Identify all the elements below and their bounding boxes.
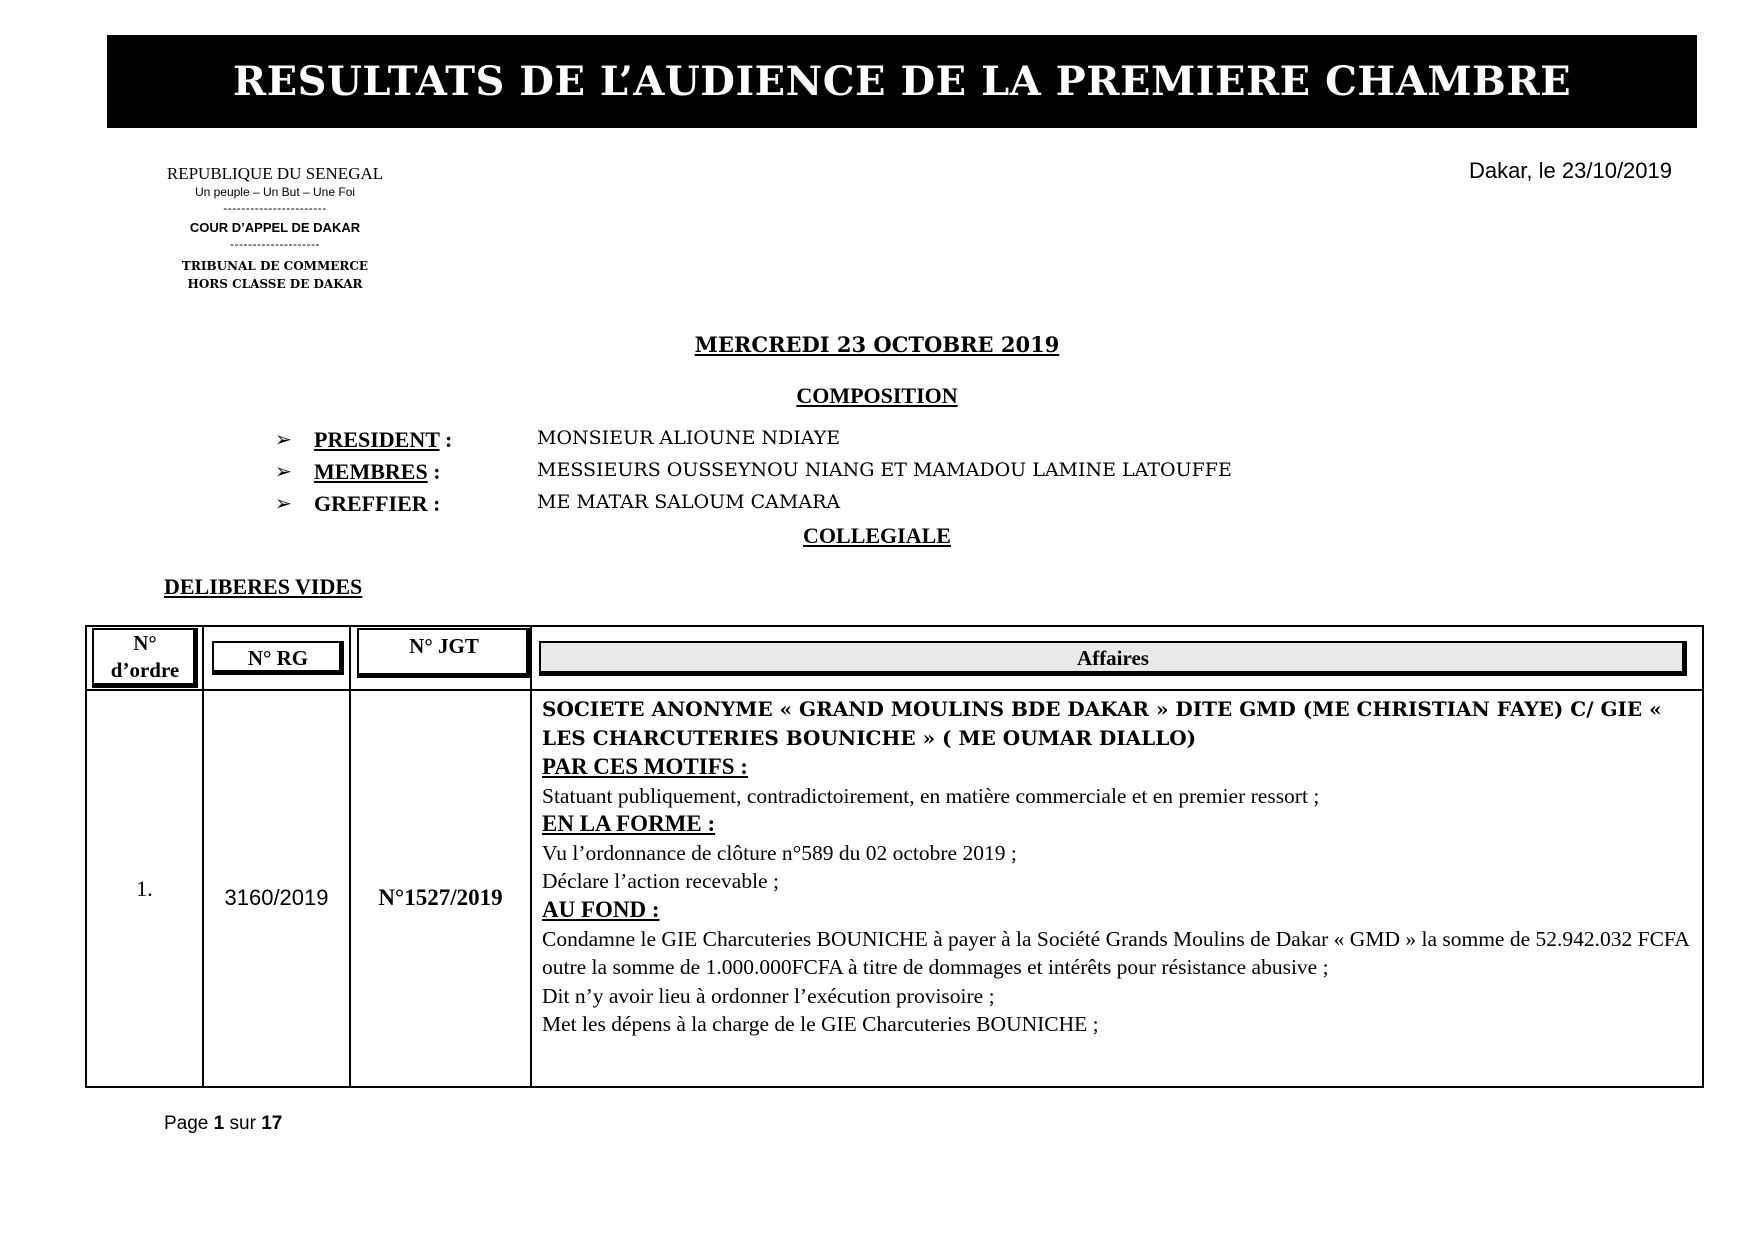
tribunal-line-1: TRIBUNAL DE COMMERCE (181, 258, 369, 273)
header-box-affaires (539, 641, 1687, 676)
composition-label-text: PRESIDENT (314, 427, 440, 452)
footer-sur-word: sur (229, 1113, 256, 1134)
banner-title: RESULTATS DE L’AUDIENCE DE LA PREMIERE CHAMBRE (232, 58, 1572, 105)
footer-page-number: 1 (213, 1113, 225, 1134)
arrow-bullet-icon: ➢ (275, 491, 292, 515)
composition-title-text: COMPOSITION (796, 383, 958, 408)
header-affaires-text: Affaires (1077, 646, 1149, 670)
separator: ----------------------- (223, 200, 327, 215)
section-title (164, 574, 362, 600)
arrow-bullet-icon: ➢ (275, 427, 292, 451)
composition-label-suffix: : (439, 427, 453, 452)
composition-value: MESSIEURS OUSSEYNOU NIANG ET MAMADOU LAMINE LATOUFFE (537, 459, 1232, 481)
header-cell-ordre (86, 626, 203, 690)
header-cell-rg (203, 626, 350, 690)
motifs-heading: PAR CES MOTIFS : (542, 754, 748, 779)
separator: -------------------- (230, 237, 320, 252)
formation-type (0, 523, 1754, 549)
case-parties: SOCIETE ANONYME « GRAND MOULINS BDE DAKAR » DITE GMD (ME CHRISTIAN FAYE) C/ GIE « LES CHARCUTERIES BOUNICHE » ( ME OUMAR DIALLO) (542, 697, 1662, 750)
header-jgt-text: N° JGT (409, 634, 479, 658)
table-row (86, 690, 1703, 1087)
results-table (85, 625, 1704, 1088)
header-box-ordre (92, 628, 198, 688)
header-ordre-line-1: N° (133, 631, 157, 655)
document-date: Dakar, le 23/10/2019 (1468, 158, 1672, 183)
composition-label-text: GREFFIER : (314, 491, 441, 516)
cell-affaire (531, 690, 1703, 1087)
composition-label-text: MEMBRES (314, 459, 428, 484)
header-box-rg (212, 641, 344, 675)
footer-page-total: 17 (261, 1113, 283, 1134)
court-name: COUR D’APPEL DE DAKAR (189, 220, 361, 236)
composition-value: MONSIEUR ALIOUNE NDIAYE (537, 427, 841, 449)
composition-label (314, 427, 452, 453)
cell-ordre: 1. (86, 690, 203, 1087)
composition-label (314, 459, 441, 485)
fond-line: Condamne le GIE Charcuteries BOUNICHE à payer à la Société Grands Moulins de Dakar « GMD » la somme de 52.942.032 FCFA outre la somme de 1.000.000FCFA à titre de dommages et intérêts pour résistance abusive ; (542, 926, 1689, 980)
formation-type-text: COLLEGIALE (803, 523, 951, 548)
page-footer (164, 1113, 282, 1135)
page-banner (107, 35, 1697, 128)
fond-line: Met les dépens à la charge de le GIE Charcuteries BOUNICHE ; (542, 1012, 1099, 1037)
header-rg-text: N° RG (247, 646, 309, 670)
session-day-text: MERCREDI 23 OCTOBRE 2019 (694, 332, 1060, 357)
institution-header (140, 163, 410, 293)
header-box-jgt (357, 628, 531, 678)
header-ordre-line-2: d’ordre (110, 658, 180, 682)
cell-rg: 3160/2019 (203, 690, 350, 1087)
national-motto: Un peuple – Un But – Une Foi (194, 185, 356, 200)
composition-label (314, 491, 441, 517)
table-header-row (86, 626, 1703, 690)
forme-line: Vu l’ordonnance de clôture n°589 du 02 octobre 2019 ; (542, 840, 1017, 865)
forme-line: Déclare l’action recevable ; (542, 869, 779, 894)
motifs-text: Statuant publiquement, contradictoirement, en matière commerciale et en premier ressort ; (542, 783, 1320, 808)
section-title-text: DELIBERES VIDES (164, 574, 363, 599)
fond-heading: AU FOND : (542, 896, 660, 922)
composition-value: ME MATAR SALOUM CAMARA (537, 491, 841, 513)
composition-title (0, 383, 1754, 409)
arrow-bullet-icon: ➢ (275, 459, 292, 483)
header-cell-affaires (531, 626, 1703, 690)
fond-line: Dit n’y avoir lieu à ordonner l’exécution provisoire ; (542, 983, 995, 1008)
session-day (0, 332, 1754, 357)
cell-jgt: N°1527/2019 (350, 690, 531, 1087)
footer-page-word: Page (164, 1113, 209, 1134)
header-cell-jgt (350, 626, 531, 690)
tribunal-line-2: HORS CLASSE DE DAKAR (187, 276, 363, 291)
composition-label-suffix: : (427, 459, 441, 484)
republic-name: REPUBLIQUE DU SENEGAL (166, 164, 384, 183)
forme-heading: EN LA FORME : (542, 811, 716, 837)
tribunal-name (140, 257, 410, 293)
